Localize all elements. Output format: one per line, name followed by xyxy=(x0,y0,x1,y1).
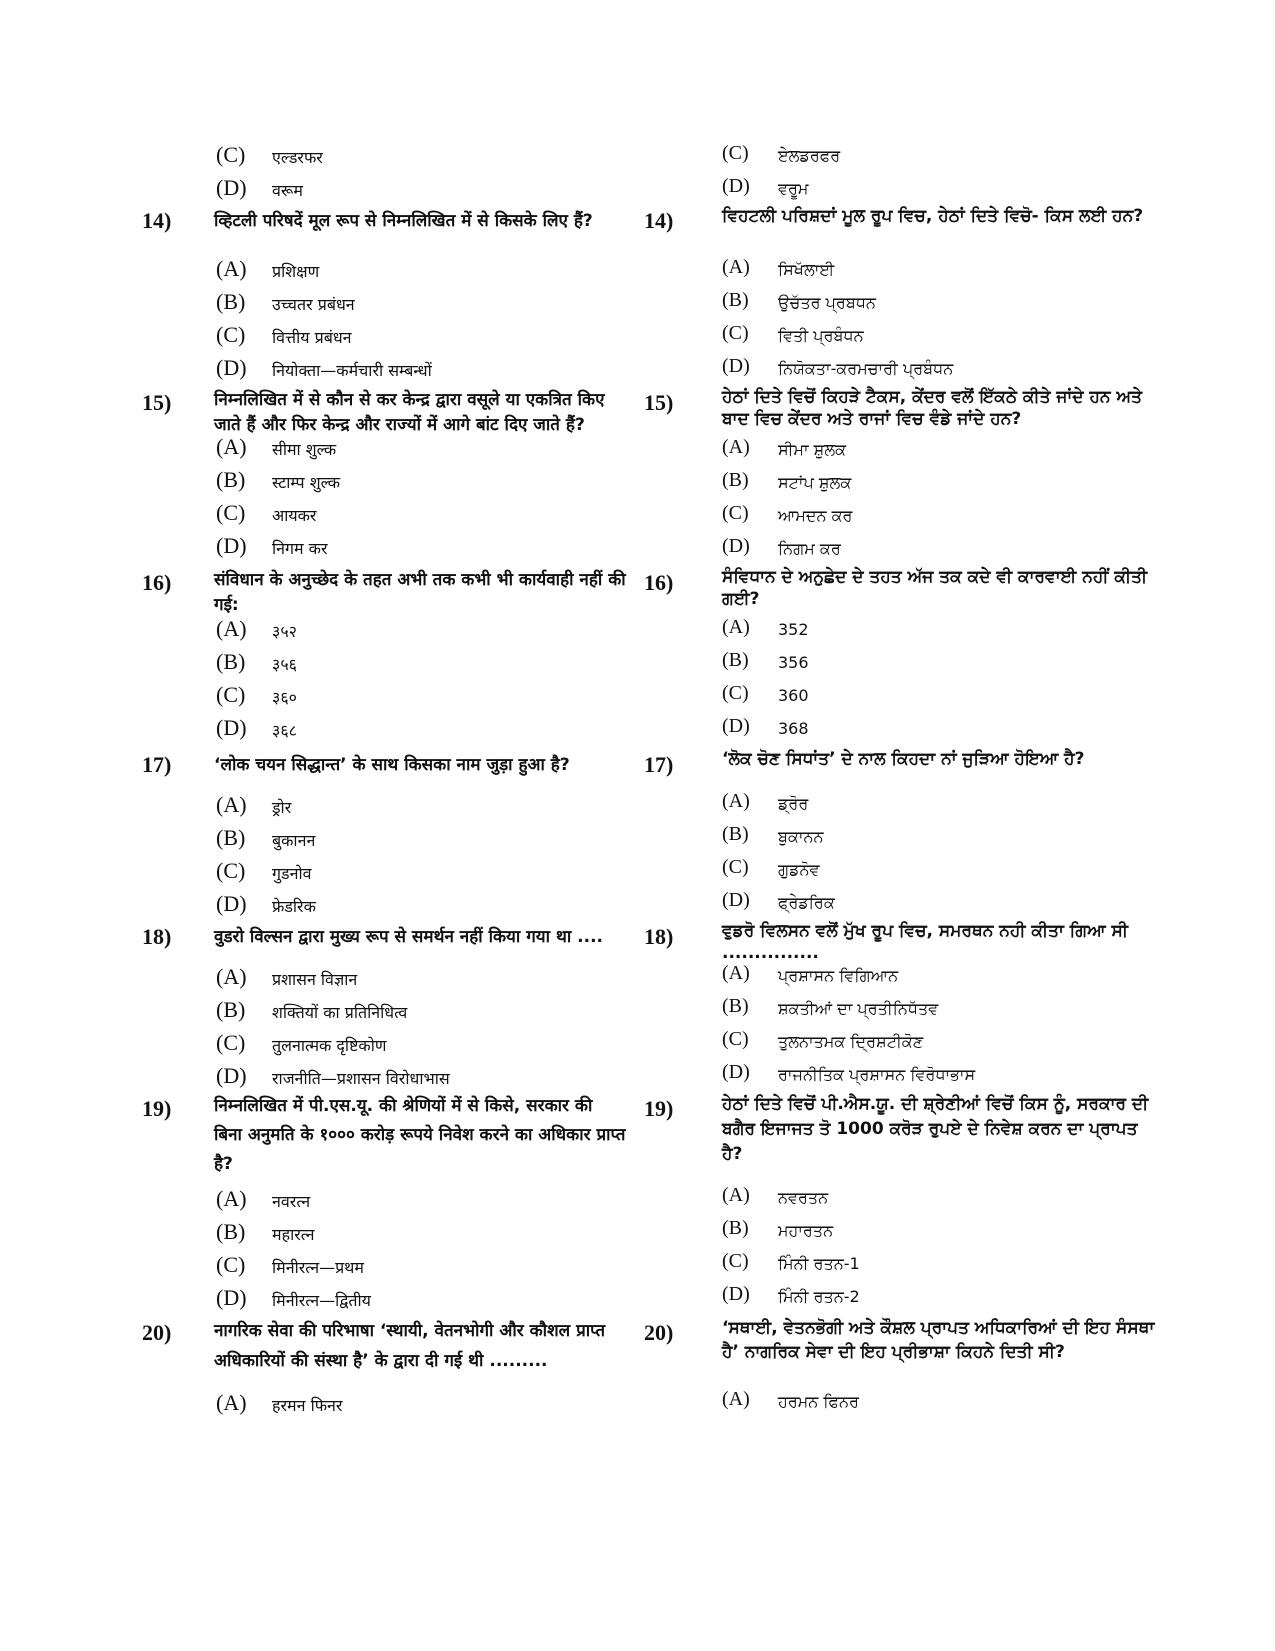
option-label: (B) xyxy=(722,649,749,671)
option-label: (A) xyxy=(216,1390,247,1415)
question-number: 18) xyxy=(142,924,172,949)
question-text: नागरिक सेवा की परिभाषा ‘स्थायी, वेतनभोगी और कौशल प्राप्त अधिकारियों की संस्था है’ के द्वारा दी गई थी ......... xyxy=(214,1321,606,1371)
option-text: बुकानन xyxy=(272,831,316,850)
question-number: 19) xyxy=(644,1096,674,1121)
option-text: ਡ੍ਰੋਰ xyxy=(778,794,809,813)
option-text: वरूम xyxy=(272,181,303,200)
option-text: ਸ਼ਕਤੀਆਂ ਦਾ ਪ੍ਰਤੀਨਿਧੱਤਵ xyxy=(778,999,939,1018)
option-label: (B) xyxy=(216,649,246,674)
option-text: ਵਰੂਮ xyxy=(778,179,809,198)
option-text: फ्रेडरिक xyxy=(272,897,316,916)
question-number: 16) xyxy=(142,570,172,595)
option-text: ਨਵਰਤਨ xyxy=(778,1188,829,1207)
option-text: ਮਿੰਨੀ ਰਤਨ-1 xyxy=(778,1254,860,1273)
question-text: निम्नलिखित में से कौन से कर केन्द्र द्वारा वसूले या एकत्रित किए जाते हैं और फिर केन्द्र और राज्यों में आगे बांट दिए जाते हैं? xyxy=(214,390,605,435)
option-label: (D) xyxy=(722,1283,750,1305)
question-number: 16) xyxy=(644,570,674,595)
option-text: गुडनोव xyxy=(272,864,312,883)
option-label: (C) xyxy=(216,142,246,167)
option-label: (B) xyxy=(216,825,246,850)
option-text: ਮਿੰਨੀ ਰਤਨ-2 xyxy=(778,1287,860,1306)
option-label: (C) xyxy=(722,856,749,878)
option-text: सीमा शुल्क xyxy=(272,440,337,459)
option-text: ਫ੍ਰੇਡਰਿਕ xyxy=(778,893,835,912)
option-label: (B) xyxy=(722,995,749,1017)
option-label: (A) xyxy=(722,962,750,984)
option-text: ਰਾਜਨੀਤਿਕ ਪ੍ਰਸ਼ਾਸਨ ਵਿਰੋਧਾਭਾਸ xyxy=(778,1065,976,1084)
option-text: ਹਰਮਨ ਫਿਨਰ xyxy=(778,1392,859,1411)
option-label: (B) xyxy=(216,1219,246,1244)
option-text: ਪ੍ਰਸ਼ਾਸਨ ਵਿਗਿਆਨ xyxy=(778,966,899,985)
option-label: (A) xyxy=(216,1186,247,1211)
option-label: (C) xyxy=(722,682,749,704)
option-label: (B) xyxy=(216,997,246,1022)
option-label: (C) xyxy=(722,142,749,164)
option-label: (C) xyxy=(722,502,749,524)
question-number: 17) xyxy=(644,752,674,777)
option-text: ਸਿਖੱਲਾਈ xyxy=(778,260,835,279)
option-text: 368 xyxy=(778,719,809,738)
option-label: (A) xyxy=(722,256,750,278)
option-label: (D) xyxy=(722,535,750,557)
option-text: ਸਟਾਂਪ ਸ਼ੁਲਕ xyxy=(778,473,852,492)
option-text: ਏਲਡਰਫਰ xyxy=(778,146,841,165)
option-text: 352 xyxy=(778,620,809,639)
option-label: (B) xyxy=(722,469,749,491)
question-number: 15) xyxy=(142,390,172,415)
question-text: ਵੁਡਰੋ ਵਿਲਸਨ ਵਲੋਂ ਮੁੱਖ ਰੂਪ ਵਿਚ, ਸਮਰਥਨ ਨਹੀ ਕੀਤਾ ਗਿਆ ਸੀ ............... xyxy=(722,921,1128,963)
option-label: (C) xyxy=(216,682,246,707)
option-label: (D) xyxy=(216,355,247,380)
option-label: (A) xyxy=(216,434,247,459)
option-label: (B) xyxy=(722,289,749,311)
option-label: (B) xyxy=(216,289,246,314)
question-text: ‘ਸਥਾਈ, ਵੇਤਨਭੋਗੀ ਅਤੇ ਕੌਸ਼ਲ ਪ੍ਰਾਪਤ ਅਧਿਕਾਰਿਆਂ ਦੀ ਇਹ ਸੰਸਥਾ ਹੈ’ ਨਾਗਰਿਕ ਸੇਵਾ ਦੀ ਇਹ ਪ੍ਰੀਭਾਸ਼ਾ ਕਿਹਨੇ ਦਿਤੀ ਸੀ? xyxy=(722,1318,1155,1362)
option-label: (A) xyxy=(722,1388,750,1410)
option-label: (A) xyxy=(216,256,247,281)
option-label: (C) xyxy=(216,858,246,883)
option-label: (A) xyxy=(722,1184,750,1206)
question-text: व्हिटली परिषदें मूल रूप से निम्नलिखित में से किसके लिए हैं? xyxy=(214,211,593,231)
option-text: ਸੀਮਾ ਸ਼ੁਲਕ xyxy=(778,440,847,459)
option-text: प्रशासन विज्ञान xyxy=(272,970,358,989)
option-text: महारत्न xyxy=(272,1225,315,1244)
question-text: ‘लोक चयन सिद्धान्त’ के साथ किसका नाम जुड़ा हुआ है? xyxy=(214,755,570,775)
option-text: एल्डरफर xyxy=(272,148,323,167)
option-text: उच्चतर प्रबंधन xyxy=(272,295,355,314)
option-text: ਗੁਡਨੋਵ xyxy=(778,860,820,879)
option-label: (B) xyxy=(722,1217,749,1239)
option-label: (D) xyxy=(722,889,750,911)
option-label: (D) xyxy=(722,715,750,737)
option-text: राजनीति—प्रशासन विरोधाभास xyxy=(272,1069,450,1088)
option-text: ਬੁਕਾਨਨ xyxy=(778,827,824,846)
question-number: 14) xyxy=(142,208,172,233)
option-text: मिनीरत्न—प्रथम xyxy=(272,1258,364,1277)
option-label: (C) xyxy=(216,322,246,347)
option-label: (C) xyxy=(216,1252,246,1277)
option-label: (C) xyxy=(216,1030,246,1055)
option-text: ਮਹਾਰਤਨ xyxy=(778,1221,834,1240)
question-text: ‘ਲੋਕ ਚੋਣ ਸਿਧਾਂਤ’ ਦੇ ਨਾਲ ਕਿਹਦਾ ਨਾਂ ਜੁੜਿਆ ਹੋਇਆ ਹੈ? xyxy=(722,749,1085,769)
option-text: निगम कर xyxy=(272,539,328,558)
option-label: (B) xyxy=(216,467,246,492)
option-label: (D) xyxy=(722,1061,750,1083)
option-label: (D) xyxy=(722,175,750,197)
option-text: ਉਚੱਤਰ ਪ੍ਰਬਧਨ xyxy=(778,293,876,312)
option-text: ਆਮਦਨ ਕਰ xyxy=(778,506,853,525)
option-label: (A) xyxy=(722,616,750,638)
question-text: ਸੰਵਿਧਾਨ ਦੇ ਅਨੁਛੇਦ ਦੇ ਤਹਤ ਅੱਜ ਤਕ ਕਦੇ ਵੀ ਕਾਰਵਾਈ ਨਹੀਂ ਕੀਤੀ ਗਈ? xyxy=(722,567,1148,609)
option-label: (B) xyxy=(722,823,749,845)
option-label: (C) xyxy=(722,1250,749,1272)
option-label: (A) xyxy=(216,792,247,817)
question-number: 19) xyxy=(142,1096,172,1121)
option-label: (D) xyxy=(216,1063,247,1088)
option-text: ਨਿਯੋਕਤਾ-ਕਰਮਚਾਰੀ ਪ੍ਰਬੰਧਨ xyxy=(778,359,954,378)
option-text: ३६८ xyxy=(272,721,297,740)
question-number: 14) xyxy=(644,208,674,233)
question-text: ਵਿਹਟਲੀ ਪਰਿਸ਼ਦਾਂ ਮੂਲ ਰੂਪ ਵਿਚ, ਹੇਠਾਂ ਦਿਤੇ ਵਿਚੋ- ਕਿਸ ਲਈ ਹਨ? xyxy=(722,206,1144,226)
option-label: (C) xyxy=(722,322,749,344)
option-label: (D) xyxy=(216,1285,247,1310)
option-text: 356 xyxy=(778,653,809,672)
option-text: नियोक्ता—कर्मचारी सम्बन्धों xyxy=(272,361,432,380)
option-text: ३५२ xyxy=(272,622,297,641)
option-text: तुलनात्मक दृष्टिकोण xyxy=(272,1036,387,1055)
option-text: प्रशिक्षण xyxy=(272,262,320,281)
option-label: (C) xyxy=(722,1028,749,1050)
option-label: (D) xyxy=(216,715,247,740)
option-text: मिनीरत्न—द्वितीय xyxy=(272,1291,371,1310)
question-text: ਹੇਠਾਂ ਦਿਤੇ ਵਿਚੋਂ ਕਿਹੜੇ ਟੈਕਸ, ਕੇਂਦਰ ਵਲੋਂ ਇੱਕਠੇ ਕੀਤੇ ਜਾਂਦੇ ਹਨ ਅਤੇ ਬਾਦ ਵਿਚ ਕੇਂਦਰ ਅਤੇ ਰਾਜਾਂ ਵਿਚ ਵੰਡੇ ਜਾਂਦੇ ਹਨ? xyxy=(722,387,1142,429)
option-label: (D) xyxy=(216,533,247,558)
option-text: ਵਿਤੀ ਪ੍ਰਬੰਧਨ xyxy=(778,326,864,345)
question-number: 18) xyxy=(644,924,674,949)
option-text: हरमन फिनर xyxy=(272,1396,343,1415)
option-text: ३५६ xyxy=(272,655,297,674)
option-label: (D) xyxy=(216,175,247,200)
option-label: (A) xyxy=(216,964,247,989)
option-text: 360 xyxy=(778,686,809,705)
option-label: (A) xyxy=(722,790,750,812)
option-label: (D) xyxy=(722,355,750,377)
option-label: (D) xyxy=(216,891,247,916)
question-text: ਹੇਠਾਂ ਦਿਤੇ ਵਿਚੋਂ ਪੀ.ਐਸ.ਯੂ. ਦੀ ਸ਼੍ਰੇਣੀਆਂ ਵਿਚੋਂ ਕਿਸ ਨੂੰ, ਸਰਕਾਰ ਦੀ ਬਗੈਰ ਇਜਾਜਤ ਤੋ 1000 ਕਰੋੜ ਰੁਪਏ ਦੇ ਨਿਵੇਸ਼ ਕਰਨ ਦਾ ਪ੍ਰਾਪਤ ਹੈ? xyxy=(722,1094,1149,1164)
option-text: ड्रोर xyxy=(272,798,292,817)
question-number: 20) xyxy=(142,1320,172,1345)
option-label: (A) xyxy=(722,436,750,458)
option-label: (A) xyxy=(216,616,247,641)
option-text: नवरत्न xyxy=(272,1192,311,1211)
option-text: वित्तीय प्रबंधन xyxy=(272,328,352,347)
question-text: वुडरो विल्सन द्वारा मुख्य रूप से समर्थन नहीं किया गया था .... xyxy=(214,927,603,947)
question-number: 20) xyxy=(644,1320,674,1345)
option-text: ਤੁਲਨਾਤਮਕ ਦ੍ਰਿਸ਼ਟੀਕੋਣ xyxy=(778,1032,924,1051)
option-text: शक्तियों का प्रतिनिधित्व xyxy=(272,1003,408,1022)
option-text: आयकर xyxy=(272,506,317,525)
question-number: 15) xyxy=(644,390,674,415)
question-number: 17) xyxy=(142,752,172,777)
option-text: ३६० xyxy=(272,688,297,707)
question-text: संविधान के अनुच्छेद के तहत अभी तक कभी भी कार्यवाही नहीं की गई: xyxy=(214,570,626,615)
option-label: (C) xyxy=(216,500,246,525)
option-text: स्टाम्प शुल्क xyxy=(272,473,341,492)
question-text: निम्नलिखित में पी.एस.यू. की श्रेणियों में से किसे, सरकार की बिना अनुमति के १००० करोड़ रूपये निवेश करने का अधिकार प्राप्त है? xyxy=(214,1096,626,1174)
option-text: ਨਿਗਮ ਕਰ xyxy=(778,539,841,558)
